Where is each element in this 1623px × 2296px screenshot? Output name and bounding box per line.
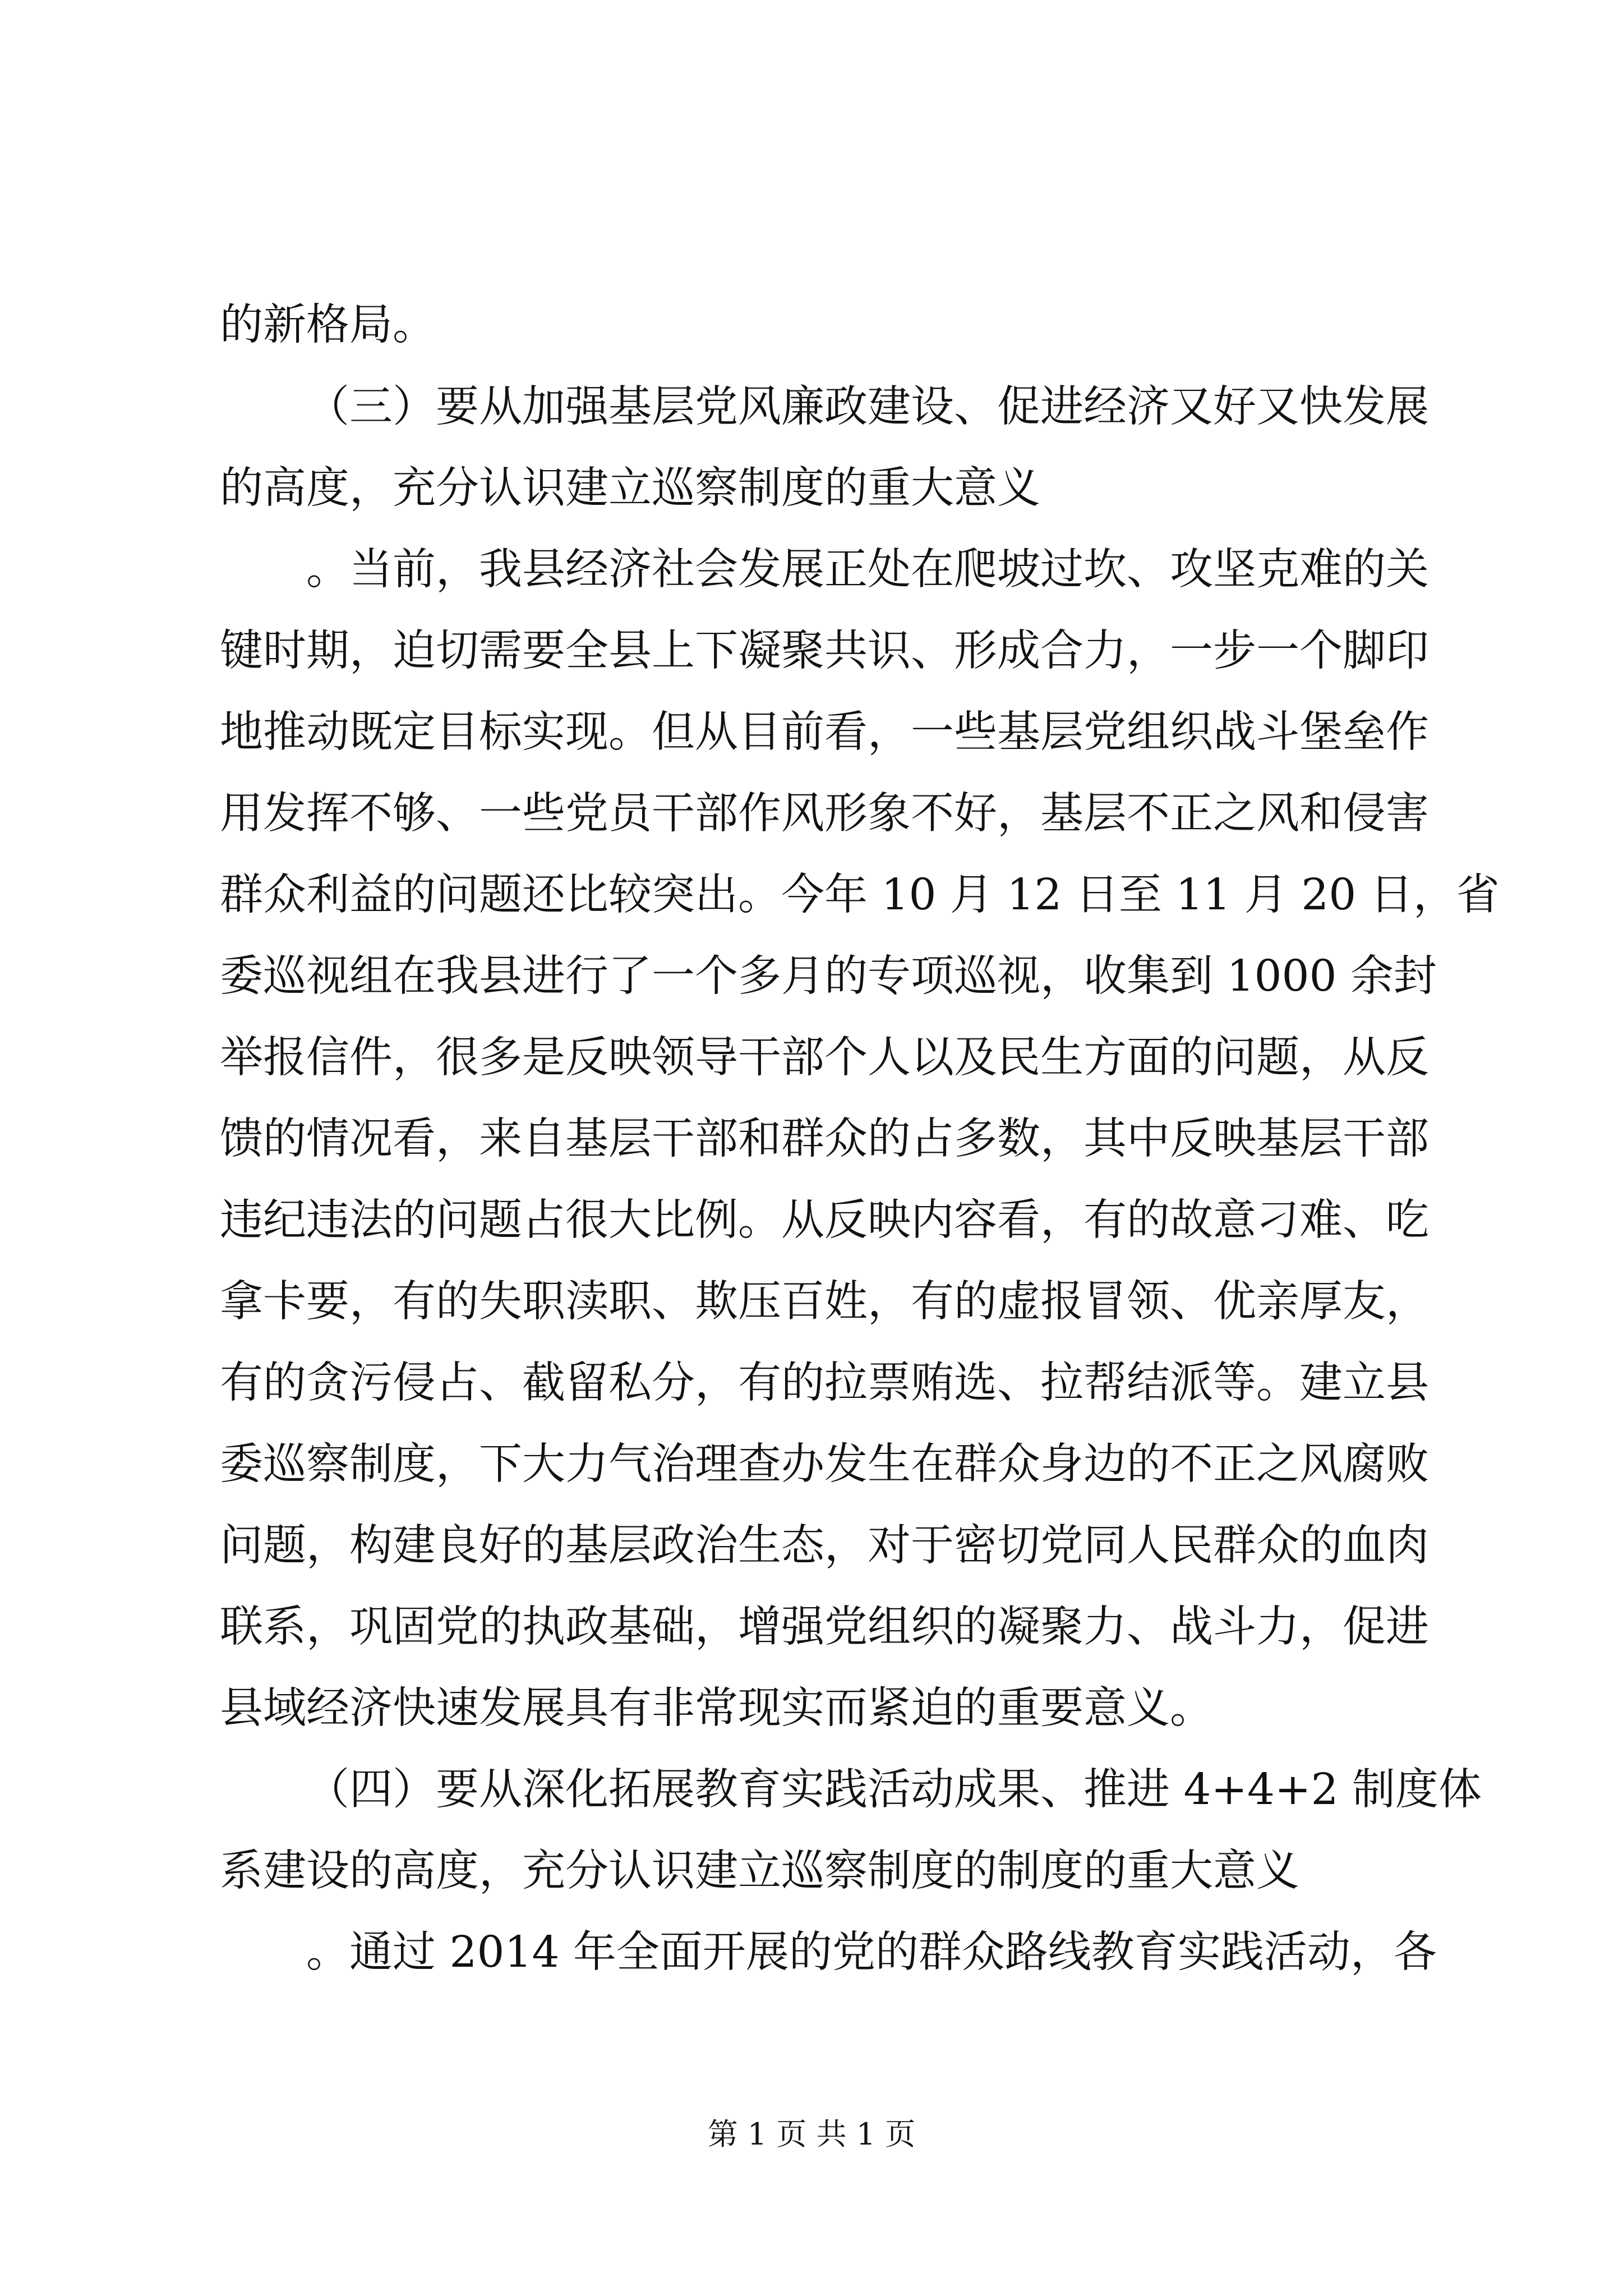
text-line: 委巡视组在我县进行了一个多月的专项巡视，收集到 1000 余封: [220, 951, 1437, 1001]
section-heading-line: 系建设的高度，充分认识建立巡察制度的制度的重大意义: [220, 1846, 1299, 1896]
text-line: 。通过 2014 年全面开展的党的群众路线教育实践活动，各: [306, 1927, 1437, 1977]
text-line: 有的贪污侵占、截留私分，有的拉票贿选、拉帮结派等。建立县: [220, 1358, 1429, 1408]
page-number-footer: 第 1 页 共 1 页: [707, 2116, 916, 2152]
text-line: 县域经济快速发展具有非常现实而紧迫的重要意义。: [220, 1683, 1213, 1733]
text-line: 地推动既定目标实现。但从目前看，一些基层党组织战斗堡垒作: [220, 707, 1429, 757]
text-line: 委巡察制度，下大力气治理查办发生在群众身边的不正之风腐败: [220, 1439, 1429, 1489]
text-line: 馈的情况看，来自基层干部和群众的占多数，其中反映基层干部: [220, 1114, 1429, 1164]
text-line: 拿卡要，有的失职渎职、欺压百姓，有的虚报冒领、优亲厚友，: [220, 1277, 1429, 1327]
text-line: 用发挥不够、一些党员干部作风形象不好，基层不正之风和侵害: [220, 789, 1429, 839]
text-line: 。当前，我县经济社会发展正处在爬坡过坎、攻坚克难的关: [306, 545, 1429, 595]
text-line: 违纪违法的问题占很大比例。从反映内容看，有的故意刁难、吃: [220, 1195, 1429, 1245]
text-line: 问题，构建良好的基层政治生态，对于密切党同人民群众的血肉: [220, 1521, 1429, 1571]
text-line: 群众利益的问题还比较突出。今年 10 月 12 日至 11 月 20 日，省: [220, 870, 1500, 920]
text-line: 举报信件，很多是反映领导干部个人以及民生方面的问题，从反: [220, 1033, 1429, 1083]
text-line: 联系，巩固党的执政基础，增强党组织的凝聚力、战斗力，促进: [220, 1602, 1429, 1652]
section-heading-line: （四）要从深化拓展教育实践活动成果、推进 4+4+2 制度体: [306, 1765, 1482, 1815]
section-heading-line: （三）要从加强基层党风廉政建设、促进经济又好又快发展: [306, 382, 1429, 432]
section-heading-line: 的高度，充分认识建立巡察制度的重大意义: [220, 463, 1040, 513]
text-line: 的新格局。: [220, 300, 436, 350]
text-line: 键时期，迫切需要全县上下凝聚共识、形成合力，一步一个脚印: [220, 626, 1429, 676]
